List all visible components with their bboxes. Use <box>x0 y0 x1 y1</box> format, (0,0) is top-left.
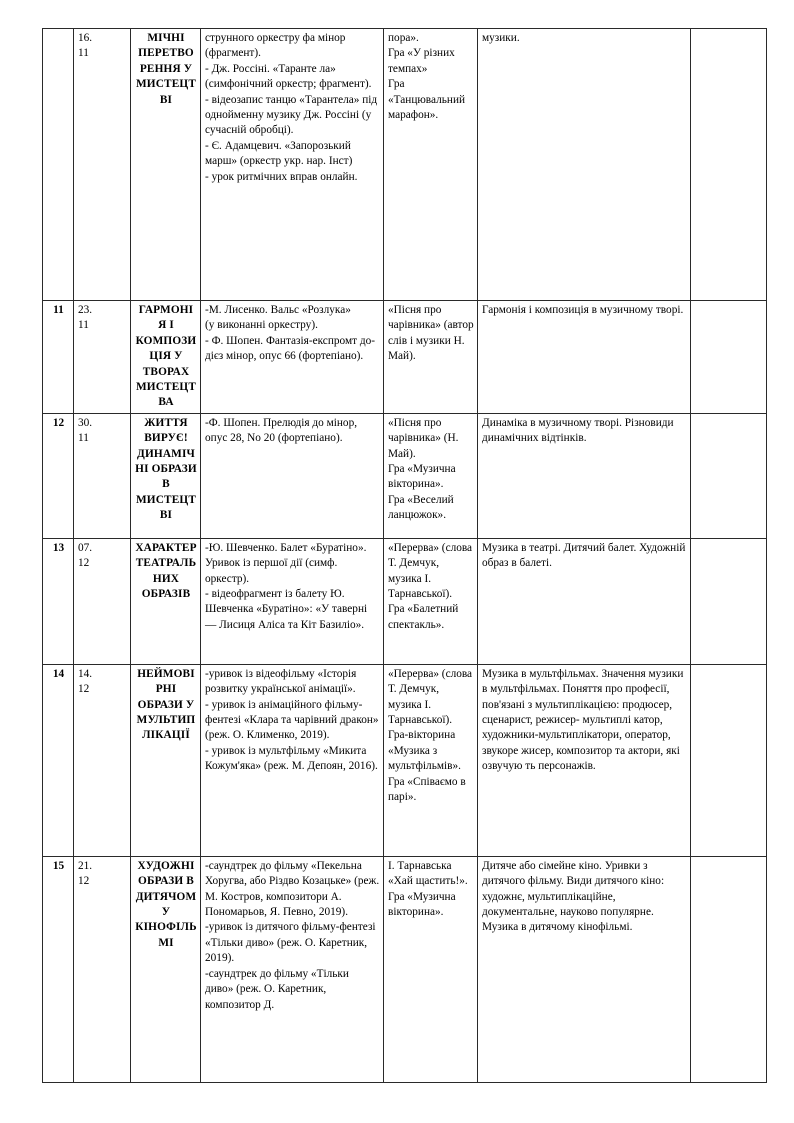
cell-line: -саундтрек до фільму «Пекельна Хоругва, або Різдво Козацьке» (реж. М. Костров, композитори А. Пономарьов, Я. Певно, 2019). <box>205 859 380 919</box>
row-content: Дитяче або сімейне кіно. Уривки з дитячого фільму. Види дитячого кіно: художнє, мультиплікаційне, документальне, науково популярне. Музика в дитячому кінофільмі. <box>478 856 691 1082</box>
row-song <box>384 413 478 538</box>
row-material <box>201 29 384 301</box>
table-body <box>43 29 767 1083</box>
cell-line: Гра «Танцювальний марафон». <box>388 78 466 122</box>
row-note <box>691 664 767 856</box>
cell-line: 12 <box>78 557 90 570</box>
cell-line: Гра-вікторина «Музика з мультфільмів». <box>388 729 461 773</box>
row-theme: ЖИТТЯ ВИРУЄ! ДИНАМІЧНІ ОБРАЗИ В МИСТЕЦТВІ <box>131 413 201 538</box>
row-material <box>201 856 384 1082</box>
cell-line: - відеозапис танцю «Тарантела» під однойменну музику Дж. Россіні (у сучасній обробці). <box>205 93 378 137</box>
cell-line: Гра «Співаємо в парі». <box>388 775 466 804</box>
cell-line: - Є. Адамцевич. «Запорозький марш» (оркестр укр. нар. Інст) <box>205 139 353 168</box>
cell-line: 11 <box>78 47 89 60</box>
row-note <box>691 856 767 1082</box>
row-date <box>74 538 131 664</box>
row-note <box>691 413 767 538</box>
row-number: 15 <box>43 856 74 1082</box>
cell-line: Гра «У різних темпах» <box>388 47 455 75</box>
table-row <box>43 29 767 301</box>
cell-line: - уривок із анімаційного фільму-фентезі «Клара та чарівний дракон» (реж. О. Клименко, 2019). <box>205 698 379 742</box>
table-row <box>43 538 767 664</box>
cell-line: 11 <box>78 319 89 332</box>
row-theme: ГАРМОНІЯ І КОМПОЗИЦІЯ У ТВОРАХ МИСТЕЦТВА <box>131 301 201 414</box>
row-number: 13 <box>43 538 74 664</box>
cell-line: - Дж. Россіні. «Таранте ла» (симфонічний оркестр; фрагмент). <box>205 62 372 91</box>
cell-line: 07. <box>78 541 93 554</box>
row-theme: ХУДОЖНІ ОБРАЗИ В ДИТЯЧОМУ КІНОФІЛЬМІ <box>131 856 201 1082</box>
cell-line: 12 <box>78 875 90 888</box>
row-song <box>384 29 478 301</box>
cell-line: 21. <box>78 859 93 872</box>
row-material <box>201 538 384 664</box>
cell-line: струнного оркестру фа мінор (фрагмент). <box>205 32 346 60</box>
row-content: музики. <box>478 29 691 301</box>
row-material <box>201 301 384 414</box>
row-date <box>74 856 131 1082</box>
row-content: Музика в мультфільмах. Значення музики в мультфільмах. Поняття про професії, пов'язані з мультиплікацією: продюсер, сценарист, режисер- мультиплі катор, художники-мультиплікатори, оператор, звукоре жисер, композитор та актори, які озвучую ть персонажів. <box>478 664 691 856</box>
row-date <box>74 413 131 538</box>
cell-line: Гра «Музична вікторина». <box>388 463 456 491</box>
row-content: Музика в театрі. Дитячий балет. Художній образ в балеті. <box>478 538 691 664</box>
row-note <box>691 301 767 414</box>
cell-line: Гра «Балетний спектакль». <box>388 603 459 631</box>
row-number <box>43 29 74 301</box>
row-song <box>384 538 478 664</box>
table-row <box>43 413 767 538</box>
cell-line: «Перерва» (слова Т. Демчук, музика І. Тарнавської). <box>388 667 473 727</box>
row-number: 11 <box>43 301 74 414</box>
cell-line: 16. <box>78 32 93 44</box>
cell-line: -Ю. Шевченко. Балет «Буратіно». Уривок із першої дії (симф. оркестр). <box>205 541 367 585</box>
table-row <box>43 664 767 856</box>
row-theme: НЕЙМОВІРНІ ОБРАЗИ У МУЛЬТИПЛІКАЦІЇ <box>131 664 201 856</box>
cell-line: - урок ритмічних вправ онлайн. <box>205 170 358 183</box>
row-song <box>384 856 478 1082</box>
cell-line: - Ф. Шопен. Фантазія-експромт до-дієз мінор, опус 66 (фортепіано). <box>205 334 376 363</box>
cell-line: - відеофрагмент із балету Ю. Шевченка «Буратіно»: «У таверні — Лисиця Аліса та Кіт Базиліо». <box>205 588 368 631</box>
table-row <box>43 856 767 1082</box>
cell-line: -саундтрек до фільму «Тільки диво» (реж. О. Каретник, композитор Д. <box>205 967 349 1011</box>
cell-line: 12 <box>78 683 90 696</box>
row-material: -Ф. Шопен. Прелюдія до мінор, опус 28, No 20 (фортепіано). <box>201 413 384 538</box>
cell-line: «Пісня про чарівника» (Н. Май). <box>388 416 459 460</box>
cell-line: І. Тарнавська «Хай щастить!». <box>388 859 468 888</box>
row-date <box>74 29 131 301</box>
table-row <box>43 301 767 414</box>
cell-line: 11 <box>78 432 89 445</box>
row-date <box>74 301 131 414</box>
row-content: Динаміка в музичному творі. Різновиди динамічних відтінків. <box>478 413 691 538</box>
cell-line: - уривок із мультфільму «Микита Кожум'яка» (реж. М. Депоян, 2016). <box>205 744 378 773</box>
cell-line: Гра «Музична вікторина». <box>388 890 456 919</box>
row-number: 14 <box>43 664 74 856</box>
row-material <box>201 664 384 856</box>
cell-line: -уривок із дитячого фільму-фентезі «Тільки диво» (реж. О. Каретник, 2019). <box>205 921 376 965</box>
cell-line: -уривок із відеофільму «Історія розвитку української анімації». <box>205 667 357 696</box>
row-note <box>691 29 767 301</box>
cell-line: Гра «Веселий ланцюжок». <box>388 493 454 522</box>
cell-line: -М. Лисенко. Вальс «Розлука» <box>205 304 351 316</box>
row-content: Гармонія і композиція в музичному творі. <box>478 301 691 414</box>
row-date <box>74 664 131 856</box>
row-theme: МІЧНІ ПЕРЕТВОРЕННЯ У МИСТЕЦТВІ <box>131 29 201 301</box>
lesson-plan-table <box>42 28 767 1083</box>
row-song: «Пісня про чарівника» (автор слів і музики Н. Май). <box>384 301 478 414</box>
row-note <box>691 538 767 664</box>
row-song <box>384 664 478 856</box>
cell-line: 14. <box>78 667 93 680</box>
cell-line: 30. <box>78 416 93 429</box>
cell-line: 23. <box>78 304 93 316</box>
row-theme: ХАРАКТЕР ТЕАТРАЛЬНИХ ОБРАЗІВ <box>131 538 201 664</box>
cell-line: (у виконанні оркестру). <box>205 319 318 332</box>
cell-line: пора». <box>388 32 419 44</box>
row-number: 12 <box>43 413 74 538</box>
cell-line: «Перерва» (слова Т. Демчук, музика І. Тарнавської). <box>388 541 473 601</box>
